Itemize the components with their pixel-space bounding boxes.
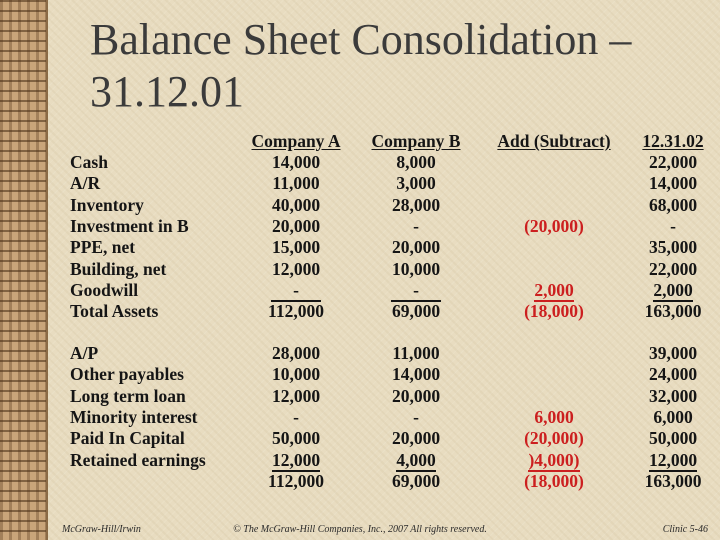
cell-value: 20,000: [271, 216, 321, 236]
row-label: Goodwill: [70, 280, 139, 300]
cell-adj: [492, 428, 616, 449]
cell-total: [638, 428, 708, 449]
cell-value: 11,000: [272, 173, 320, 193]
cell-b: [368, 280, 464, 302]
cell-adj: [492, 471, 616, 492]
cell-value: 69,000: [391, 301, 441, 321]
cell-value: 28,000: [391, 195, 441, 215]
cell-total: [638, 471, 708, 492]
cell-b: [368, 428, 464, 449]
cell-value: 20,000: [391, 386, 441, 406]
cell-value: -: [271, 281, 321, 302]
cell-value: 14,000: [391, 364, 441, 384]
cell-a: [248, 407, 344, 428]
cell-value: 28,000: [271, 343, 321, 363]
cell-total: [638, 237, 708, 258]
cell-value: 8,000: [396, 152, 436, 172]
row-label: Other payables: [70, 364, 184, 384]
cell-value: 2,000: [534, 280, 574, 300]
header-total: 12.31.02: [642, 131, 704, 151]
cell-value: -: [670, 216, 676, 236]
cell-value: 40,000: [271, 195, 321, 215]
cell-total: [638, 386, 708, 407]
cell-value: 10,000: [271, 364, 321, 384]
cell-value: 2,000: [653, 280, 693, 300]
cell-a: [248, 237, 344, 258]
cell-b: [368, 237, 464, 258]
cell-value: (20,000): [524, 216, 584, 236]
row-label: Total Assets: [70, 301, 159, 321]
footer-slide-number: Clinic 5-46: [662, 524, 708, 535]
cell-value: 12,000: [271, 450, 321, 470]
cell-b: [368, 216, 464, 237]
cell-a: [248, 195, 344, 216]
cell-total: [638, 364, 708, 385]
cell-total: [638, 173, 708, 194]
cell-value: 35,000: [648, 237, 698, 257]
slide-title: Balance Sheet Consolidation – 31.12.01: [90, 15, 632, 116]
cell-value: 112,000: [268, 301, 324, 321]
cell-b: [368, 343, 464, 364]
footer-publisher: McGraw-Hill/Irwin: [62, 524, 141, 535]
cell-value: )4,000): [528, 450, 580, 470]
row-label: Building, net: [70, 259, 167, 279]
cell-b: [368, 471, 464, 492]
cell-adj: [492, 216, 616, 237]
cell-total: [638, 216, 708, 237]
cell-a: [248, 216, 344, 237]
cell-value: 22,000: [648, 259, 698, 279]
cell-adj: [492, 301, 616, 322]
cell-a: [248, 471, 344, 492]
cell-value: 6,000: [534, 407, 574, 427]
cell-total: [638, 301, 708, 322]
row-label: Long term loan: [70, 386, 186, 406]
cell-value: 12,000: [648, 450, 698, 470]
cell-a: [248, 259, 344, 280]
cell-value: 3,000: [396, 173, 436, 193]
cell-a: [248, 364, 344, 385]
cell-value: 20,000: [391, 428, 441, 448]
header-company-b: Company B: [371, 131, 461, 151]
cell-b: [368, 195, 464, 216]
cell-b: [368, 301, 464, 322]
cell-a: [248, 428, 344, 449]
cell-value: -: [293, 407, 299, 427]
cell-value: 14,000: [271, 152, 321, 172]
cell-a: [248, 280, 344, 302]
cell-value: 112,000: [268, 471, 324, 491]
cell-a: [248, 152, 344, 173]
cell-value: (20,000): [524, 428, 584, 448]
cell-total: [638, 407, 708, 428]
cell-value: 69,000: [391, 471, 441, 491]
cell-b: [368, 407, 464, 428]
cell-value: 163,000: [644, 471, 702, 491]
cell-b: [368, 259, 464, 280]
cell-adj: [492, 407, 616, 428]
cell-b: [368, 386, 464, 407]
cell-total: [638, 343, 708, 364]
row-label: A/P: [70, 343, 99, 363]
cell-b: [368, 450, 464, 472]
row-label: Cash: [70, 152, 108, 172]
cell-value: 15,000: [271, 237, 321, 257]
cell-value: -: [413, 407, 419, 427]
cell-value: 68,000: [648, 195, 698, 215]
cell-value: (18,000): [524, 471, 584, 491]
cell-adj: [492, 280, 616, 302]
cell-total: [638, 195, 708, 216]
cell-a: [248, 301, 344, 322]
cell-value: -: [391, 281, 441, 302]
row-label: Investment in B: [70, 216, 189, 236]
cell-b: [368, 152, 464, 173]
cell-a: [248, 450, 344, 472]
row-label: Paid In Capital: [70, 428, 185, 448]
row-label: Minority interest: [70, 407, 198, 427]
cell-adj: [492, 450, 616, 472]
cell-value: 6,000: [653, 407, 693, 427]
cell-value: -: [413, 216, 419, 236]
footer-copyright: © The McGraw-Hill Companies, Inc., 2007 All rights reserved.: [233, 524, 487, 535]
cell-value: 22,000: [648, 152, 698, 172]
header-company-a: Company A: [251, 131, 341, 151]
cell-value: 14,000: [648, 173, 698, 193]
cell-total: [638, 280, 708, 302]
row-label: Retained earnings: [70, 450, 206, 470]
row-label: PPE, net: [70, 237, 136, 257]
cell-total: [638, 259, 708, 280]
cell-value: 4,000: [396, 450, 436, 470]
cell-b: [368, 364, 464, 385]
cell-value: 10,000: [391, 259, 441, 279]
cell-a: [248, 343, 344, 364]
cell-b: [368, 173, 464, 194]
cell-value: 50,000: [648, 428, 698, 448]
cell-value: 50,000: [271, 428, 321, 448]
cell-value: 163,000: [644, 301, 702, 321]
header-adjustment: Add (Subtract): [497, 131, 611, 151]
cell-value: 24,000: [648, 364, 698, 384]
cell-value: 12,000: [271, 259, 321, 279]
cell-a: [248, 386, 344, 407]
cell-a: [248, 173, 344, 194]
cell-value: 11,000: [392, 343, 440, 363]
row-label: Inventory: [70, 195, 144, 215]
cell-value: 32,000: [648, 386, 698, 406]
cell-value: 39,000: [648, 343, 698, 363]
cell-value: (18,000): [524, 301, 584, 321]
cell-value: 12,000: [271, 386, 321, 406]
cell-total: [638, 450, 708, 472]
row-label: A/R: [70, 173, 101, 193]
cell-total: [638, 152, 708, 173]
cell-value: 20,000: [391, 237, 441, 257]
